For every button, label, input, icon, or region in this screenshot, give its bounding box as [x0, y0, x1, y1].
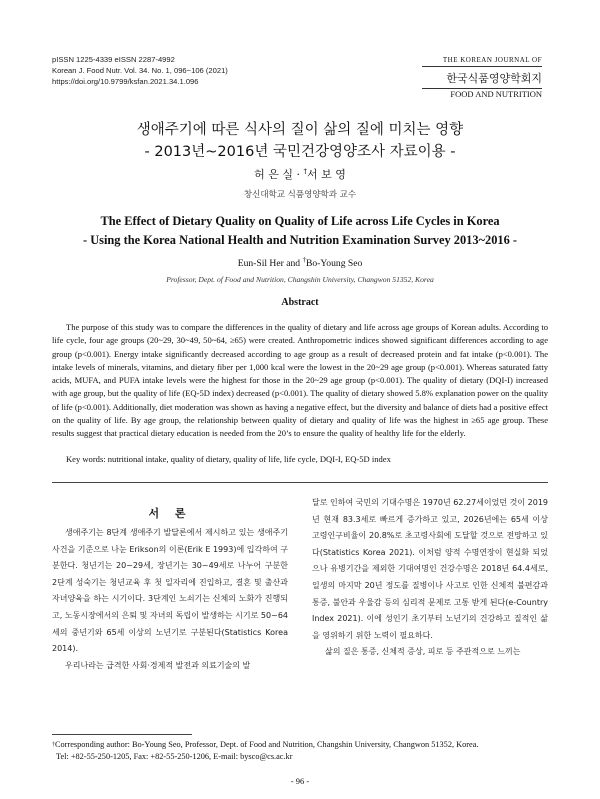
right-column — [312, 495, 548, 661]
english-author-2: Bo-Young Seo — [305, 258, 363, 270]
left-paragraph-2: 우리나라는 급격한 사회·경제적 발전과 의료기술의 발 — [65, 660, 251, 670]
korean-author-1: 허 은 실 · — [254, 168, 304, 181]
english-title-line1: The Effect of Dietary Quality on Quality of Life across Life Cycles in Korea — [100, 214, 500, 228]
doi-link[interactable]: https://doi.org/10.9799/ksfan.2021.34.1.096 — [52, 77, 199, 86]
left-column — [52, 525, 288, 674]
issn-line: pISSN 1225-4339 eISSN 2287-4992 — [52, 55, 175, 64]
corresponding-mark: † — [303, 167, 307, 176]
right-paragraph-1: 달로 인하여 국민의 기대수명은 1970년 62.27세이었던 것이 2019년 현재 83.3세로 빠르게 증가하고 있고, 2026년에는 65세 이상 고령인구비율이 20.8%로 초고령사회에 도달할 것으로 전망하고 있다(Statistics Korea 2021). 이처럼 양적 수명연장이 현실화 되었으나 유병기간을 제외한 기대여명인 건강수명은 2018년 64.4세로, 일생의 마지막 20년 정도를 질병이나 사고로 인한 신체적 불편감과 통증, 불안과 우울감 등의 심리적 문제로 고통 받게 된다(e-Country Index 2021). 이에 성인기 초기부터 노년기의 건강하고 질적인 삶을 영위하기 위한 노력이 필요하다. — [312, 498, 548, 640]
abstract-heading: Abstract — [281, 297, 319, 308]
journal-logo — [422, 56, 542, 99]
footnote-divider — [52, 734, 192, 735]
journal-name-en-1: THE KOREAN JOURNAL OF — [422, 56, 542, 67]
section-divider — [52, 482, 548, 483]
korean-title-line2: - 2013년~2016년 국민건강영양조사 자료이용 - — [144, 144, 456, 160]
footnote-mark: † — [52, 742, 55, 748]
page-number: - 96 - — [290, 776, 310, 786]
english-authors — [0, 256, 600, 269]
corresponding-author-note — [52, 739, 552, 763]
section-heading-introduction: 서 론 — [148, 507, 192, 520]
english-corresponding-mark: † — [302, 256, 306, 264]
korean-title-line1: 생애주기에 따른 식사의 질이 삶의 질에 미치는 영향 — [136, 122, 464, 138]
korean-author-2: 서 보 영 — [307, 168, 346, 181]
korean-affiliation: 창신대학교 식품영양학과 교수 — [243, 190, 357, 200]
english-affiliation: Professor, Dept. of Food and Nutrition, Changshin University, Changwon 51352, Korea — [166, 275, 434, 284]
korean-authors — [0, 166, 600, 182]
keywords: Key words: nutritional intake, quality of dietary, quality of life, life cycle, DQI-I, EQ-5D index — [66, 454, 391, 464]
citation-line: Korean J. Food Nutr. Vol. 34. No. 1, 096~106 (2021) — [52, 66, 228, 75]
corr-line-2: Tel: +82-55-250-1205, Fax: +82-55-250-1206, E-mail: bysco@cs.ac.kr — [56, 752, 293, 761]
article-meta — [52, 54, 228, 87]
english-author-1: Eun-Sil Her and — [237, 258, 303, 270]
abstract-text: The purpose of this study was to compare the differences in the quality of dietary and life across age groups of Korean adults. According to life cycle, four age groups (20~29, 30~49, 50~64, ≥65) were created. Anthropometric indices showed significant differences according to age group (p<0.001). Energy intake significantly decreased according to age group as a result of decreased protein and fat intake (p<0.001). The intake levels of minerals, vitamins, and dietary fiber per 1,000 kcal were the lowest in the 20~29 age group (p<0.001). Whereas saturated fatty acids, MUFA, and PUFA intake levels were the highest for those in the 20~29 age group (p<0.001). The quality of dietary (DQI-I) increased with age group, but the quality of life (EQ-5D index) decreased (p<0.001). The quality of dietary showed 5.8% explanation power on the quality of life (p<0.001). Additionally, diet moderation was shown as having a negative effect, but the diversity and balance of diets had a positive effect on the quality of life. By age group, the relationship between quality of dietary and quality of life was the highest in ≥65 age group. These results suggest that practical dietary education is needed from the 20’s to ensure the quality of healthy life for the elderly. — [52, 322, 548, 439]
journal-name-ko: 한국식품영양학회지 — [446, 72, 542, 85]
journal-name-en-2: FOOD AND NUTRITION — [422, 88, 542, 99]
right-paragraph-2: 삶의 질은 통증, 신체적 증상, 피로 등 주관적으로 느끼는 — [325, 647, 521, 657]
corr-line-1: Corresponding author: Bo-Young Seo, Professor, Dept. of Food and Nutrition, Changshin University, Changwon 51352, Korea. — [55, 740, 479, 749]
english-title-line2: - Using the Korea National Health and Nutrition Examination Survey 2013~2016 - — [82, 233, 518, 247]
left-paragraph-1: 생애주기는 8단계 생애주기 발달론에서 제시하고 있는 생애주기 사건을 기준으로 나눈 Erikson의 이론(Erik E 1993)에 입각하여 구분한다. 청년기는 20~29세, 장년기는 30~49세로 나누어 구분한 2단계 성숙기는 청년교육 후 첫 일자리에 진입하고, 결혼 및 출산과 자녀양육을 하는 시기이다. 3단계인 노쇠기는 신체의 노화가 진행되고, 노동시장에서의 은퇴 및 자녀의 독립이 발생하는 시기로 50~64세의 중년기와 65세 이상의 노년기로 구분된다(Statistics Korea 2014). — [52, 528, 288, 654]
